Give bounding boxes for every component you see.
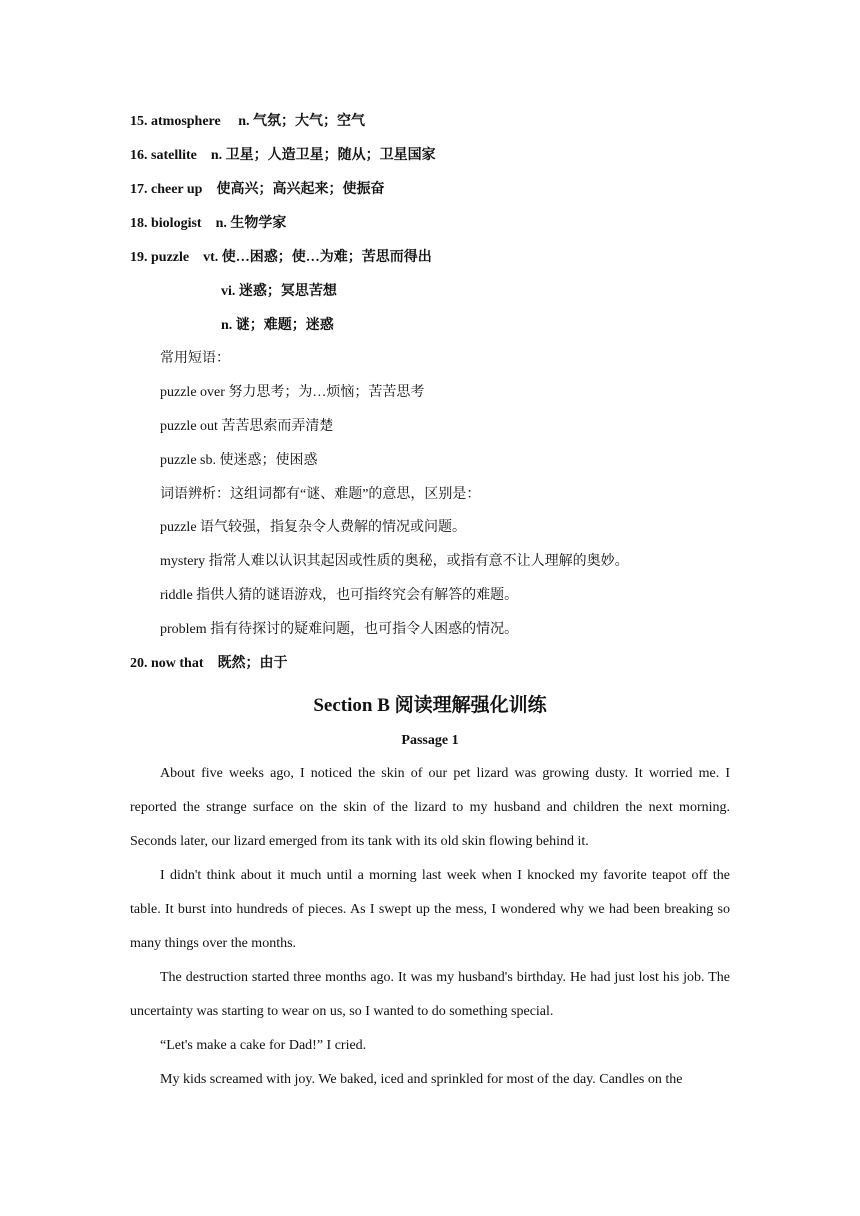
vocab-item-16: 16. satellite n. 卫星；人造卫星；随从；卫星国家 — [130, 148, 436, 163]
passage-title: Passage 1 — [401, 733, 459, 748]
phrase-puzzle-over: puzzle over 努力思考；为…烦恼；苦苦思考 — [160, 385, 425, 400]
puzzle-n-sense: n. 谜；难题；迷惑 — [221, 318, 334, 333]
phrase-puzzle-sb: puzzle sb. 使迷惑；使困惑 — [160, 453, 318, 468]
section-title: Section B 阅读理解强化训练 — [313, 695, 547, 716]
vocab-item-17: 17. cheer up 使高兴；高兴起来；使振奋 — [130, 182, 385, 197]
vocab-item-20: 20. now that 既然；由于 — [130, 656, 288, 671]
phrase-puzzle-out: puzzle out 苦苦思索而弄清楚 — [160, 419, 334, 434]
vocab-item-18: 18. biologist n. 生物学家 — [130, 216, 287, 231]
synonym-mystery: mystery 指常人难以认识其起因或性质的奥秘，或指有意不让人理解的奥妙。 — [160, 554, 629, 569]
synonym-puzzle: puzzle 语气较强，指复杂令人费解的情况或问题。 — [160, 520, 467, 535]
passage-paragraph-2: I didn't think about it much until a morning last week when I knocked my favorite teapot off the table. It burst into hundreds of pieces. As I swept up the mess, I wondered why we had been breaking so many things over the months. — [130, 868, 730, 951]
puzzle-vi-sense: vi. 迷惑；冥思苦想 — [221, 284, 337, 299]
passage-paragraph-3: The destruction started three months ago. It was my husband's birthday. He had just lost his job. The uncertainty was starting to wear on us, so I wanted to do something special. — [130, 970, 730, 1019]
synonym-riddle: riddle 指供人猜的谜语游戏，也可指终究会有解答的难题。 — [160, 588, 519, 603]
phrase-heading: 常用短语： — [160, 351, 230, 366]
vocab-item-15: 15. atmosphere n. 气氛；大气；空气 — [130, 114, 366, 129]
synonym-heading: 词语辨析：这组词都有“谜、难题”的意思，区别是： — [160, 487, 481, 502]
passage-paragraph-5: My kids screamed with joy. We baked, iced and sprinkled for most of the day. Candles on the — [160, 1072, 683, 1087]
vocab-item-19: 19. puzzle vt. 使…困惑；使…为难；苦思而得出 — [130, 250, 432, 265]
passage-paragraph-1: About five weeks ago, I noticed the skin of our pet lizard was growing dusty. It worried me. I reported the strange surface on the skin of the lizard to my husband and children the next morning. Seconds later, our lizard emerged from its tank with its old skin flowing behind it. — [130, 766, 730, 849]
passage-paragraph-4: “Let's make a cake for Dad!” I cried. — [160, 1038, 367, 1053]
synonym-problem: problem 指有待探讨的疑难问题，也可指令人困惑的情况。 — [160, 622, 519, 637]
